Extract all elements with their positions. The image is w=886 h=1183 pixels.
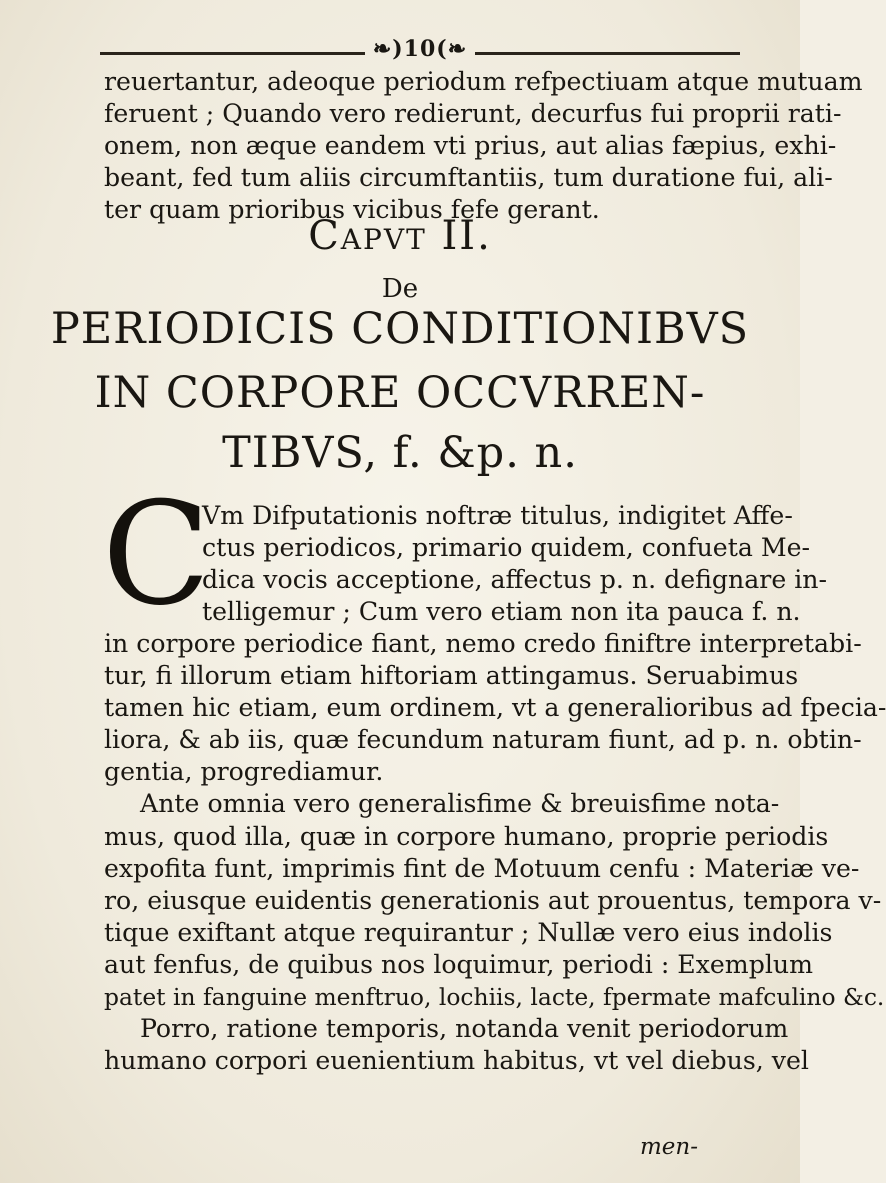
chapter-title: Capvt II. bbox=[308, 213, 492, 259]
text-line: gentia, progrediamur. bbox=[104, 757, 384, 787]
text-line: patet in fanguine menftruo, lochiis, lacte, fpermate mafculino &c. bbox=[104, 983, 885, 1012]
text-line: dica vocis acceptione, affectus p. n. defignare in- bbox=[202, 565, 828, 594]
page-header bbox=[100, 30, 740, 64]
top-paragraph bbox=[104, 66, 863, 226]
chapter-heading-line: PERIODICIS CONDITIONIBVS bbox=[50, 304, 750, 354]
header-rule-left bbox=[100, 52, 365, 55]
catchword: men- bbox=[640, 1134, 699, 1160]
text-line: expofita funt, imprimis fint de Motuum cenfu : Materiæ ve- bbox=[104, 853, 860, 883]
text-line: reuertantur, adeoque periodum refpectiuam atque mutuam bbox=[104, 67, 863, 96]
drop-cap: C bbox=[102, 472, 211, 637]
text-line: mus, quod illa, quæ in corpore humano, proprie periodis bbox=[104, 821, 829, 851]
text-line: onem, non æque eandem vti prius, aut alias fæpius, exhi- bbox=[104, 131, 837, 161]
text-line: beant, fed tum aliis circumftantiis, tum duratione fui, ali- bbox=[104, 163, 833, 193]
text-line: feruent ; Quando vero redierunt, decurfus fui proprii rati- bbox=[104, 99, 842, 129]
header-rule-right bbox=[475, 52, 740, 55]
text-line: aut fenfus, de quibus nos loquimur, periodi : Exemplum bbox=[104, 949, 813, 979]
text-line: liora, & ab iis, quæ fecundum naturam fiunt, ad p. n. obtin- bbox=[104, 725, 862, 755]
text-line: tur, fi illorum etiam hiftoriam attingamus. Seruabimus bbox=[104, 661, 799, 691]
chapter-de: De bbox=[381, 274, 419, 304]
text-line: tamen hic etiam, eum ordinem, vt a generalioribus ad fpecia- bbox=[104, 693, 886, 723]
body-main-text bbox=[104, 628, 886, 1077]
chapter-heading-line: IN CORPORE OCCVRREN- bbox=[94, 368, 706, 418]
page-number: ❧)10(❧ bbox=[372, 36, 468, 62]
text-line: Vm Difputationis noftræ titulus, indigitet Affe- bbox=[202, 501, 793, 530]
text-line: ro, eiusque euidentis generationis aut prouentus, tempora v- bbox=[104, 885, 882, 915]
text-line: Ante omnia vero generalisfime & breuisfime nota- bbox=[140, 789, 780, 819]
chapter-heading-line: TIBVS, f. &p. n. bbox=[222, 428, 578, 478]
text-line: telligemur ; Cum vero etiam non ita pauca f. n. bbox=[202, 597, 801, 626]
text-line: in corpore periodice fiant, nemo credo finiftre interpretabi- bbox=[104, 629, 862, 658]
text-line: ctus periodicos, primario quidem, confueta Me- bbox=[202, 533, 811, 562]
text-line: tique exiftant atque requirantur ; Nullæ vero eius indolis bbox=[104, 917, 833, 947]
text-line: Porro, ratione temporis, notanda venit periodorum bbox=[140, 1014, 789, 1044]
text-line: ter quam prioribus vicibus fefe gerant. bbox=[104, 195, 600, 225]
text-line: humano corpori euenientium habitus, vt vel diebus, vel bbox=[104, 1046, 809, 1076]
body-indented-lines bbox=[202, 500, 828, 628]
